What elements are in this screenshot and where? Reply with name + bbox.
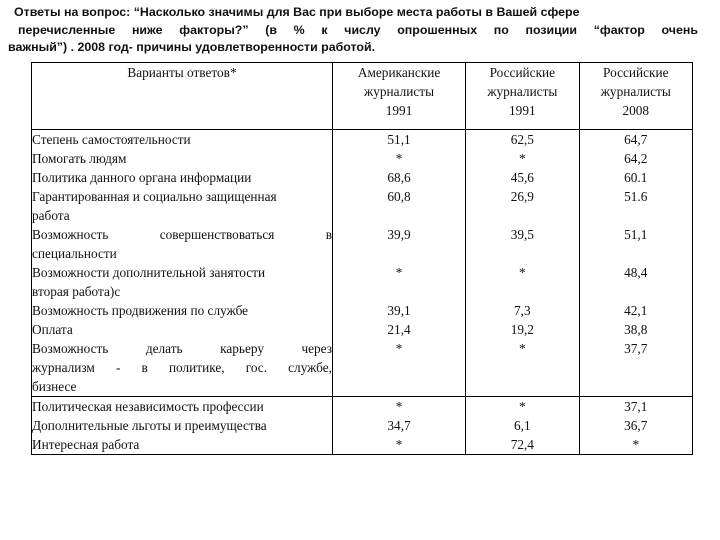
cell-value: 64,7 — [624, 132, 648, 147]
header-ru-1991-line2: журналисты — [487, 84, 558, 99]
header-ru-2008-line2: журналисты — [600, 84, 671, 99]
header-us-1991-line1: Американские — [357, 65, 441, 80]
cell-value: 51,1 — [387, 132, 411, 147]
group-1-us-1991 — [333, 130, 466, 397]
table-group-2 — [32, 397, 693, 455]
cell-value: 39,1 — [387, 303, 411, 318]
cell-value: * — [632, 437, 640, 452]
cell-value: 72,4 — [510, 437, 534, 452]
cell-value: 60,8 — [387, 189, 411, 204]
row-label: специальности — [32, 246, 117, 261]
header-options-label: Варианты ответов* — [127, 65, 237, 80]
cell-value: 60.1 — [624, 170, 648, 185]
cell-value: * — [519, 341, 526, 356]
cell-value: * — [395, 341, 403, 356]
cell-value: * — [395, 151, 403, 166]
group-2-us-1991 — [333, 397, 466, 455]
cell-value: 51,1 — [624, 227, 648, 242]
row-label: Возможность продвижения по службе — [32, 303, 249, 318]
row-label: журнализм - в политике, гос. службе, — [32, 360, 332, 375]
header-ru-2008 — [579, 63, 692, 130]
cell-value: 21,4 — [387, 322, 411, 337]
cell-value: 37,1 — [624, 399, 648, 414]
row-label: Политическая независимость профессии — [32, 399, 264, 414]
row-label: Дополнительные льготы и преимущества — [32, 418, 267, 433]
table-group-1 — [32, 130, 693, 397]
row-label: Помогать людям — [32, 151, 127, 166]
row-label: вторая работа)с — [32, 284, 121, 299]
cell-value: 39,5 — [510, 227, 534, 242]
cell-value: 62,5 — [510, 132, 534, 147]
row-label: Гарантированная и социально защищенная — [32, 189, 277, 204]
cell-value: 7,3 — [514, 303, 531, 318]
cell-value: * — [395, 399, 403, 414]
cell-value: 38,8 — [624, 322, 648, 337]
header-ru-2008-line1: Российские — [603, 65, 669, 80]
title-line-2: перечисленные ниже факторы?” (в % к числу опрошенных по позиции “фактор очень — [18, 22, 698, 37]
cell-value: 39,9 — [387, 227, 411, 242]
cell-value: 37,7 — [624, 341, 648, 356]
title-line-1: Ответы на вопрос: “Насколько значимы для Вас при выборе места работы в Вашей сфере — [14, 5, 580, 19]
row-label: бизнесе — [32, 379, 77, 394]
row-label: Политика данного органа информации — [32, 170, 252, 185]
group-2-ru-2008 — [579, 397, 692, 455]
header-us-1991-line3: 1991 — [385, 103, 413, 118]
cell-value: * — [395, 437, 403, 452]
table-header-row — [32, 63, 693, 130]
header-options — [32, 63, 333, 130]
page-title — [8, 4, 698, 57]
row-label: Оплата — [32, 322, 73, 337]
cell-value: 68,6 — [387, 170, 411, 185]
cell-value: * — [519, 151, 526, 166]
cell-value: 19,2 — [510, 322, 534, 337]
row-label: работа — [32, 208, 70, 223]
header-ru-1991-line1: Российские — [489, 65, 556, 80]
header-us-1991-line2: журналисты — [364, 84, 435, 99]
cell-value: 34,7 — [387, 418, 411, 433]
cell-value: 48,4 — [624, 265, 648, 280]
group-1-ru-2008 — [579, 130, 692, 397]
header-ru-1991-line3: 1991 — [509, 103, 536, 118]
row-label: Интересная работа — [32, 437, 140, 452]
cell-value: * — [519, 265, 526, 280]
cell-value: 51.6 — [624, 189, 648, 204]
cell-value: 6,1 — [514, 418, 531, 433]
group-2-ru-1991 — [466, 397, 579, 455]
header-us-1991 — [333, 63, 466, 130]
cell-value: * — [395, 265, 403, 280]
row-label: Возможность совершенствоваться в — [32, 227, 332, 242]
header-ru-2008-line3: 2008 — [622, 103, 650, 118]
cell-value: 36,7 — [624, 418, 648, 433]
survey-table — [31, 62, 693, 455]
cell-value: 64,2 — [624, 151, 648, 166]
cell-value: 45,6 — [510, 170, 534, 185]
title-line-3: важный”) . 2008 год- причины удовлетворенности работой. — [8, 40, 376, 54]
row-label: Возможности дополнительной занятости — [32, 265, 266, 280]
cell-value: 42,1 — [624, 303, 648, 318]
group-1-labels — [32, 130, 333, 397]
group-1-ru-1991 — [466, 130, 579, 397]
cell-value: 26,9 — [510, 189, 534, 204]
cell-value: * — [519, 399, 526, 414]
group-2-labels — [32, 397, 333, 455]
row-label: Степень самостоятельности — [32, 132, 191, 147]
header-ru-1991 — [466, 63, 579, 130]
row-label: Возможность делать карьеру через — [32, 341, 332, 356]
